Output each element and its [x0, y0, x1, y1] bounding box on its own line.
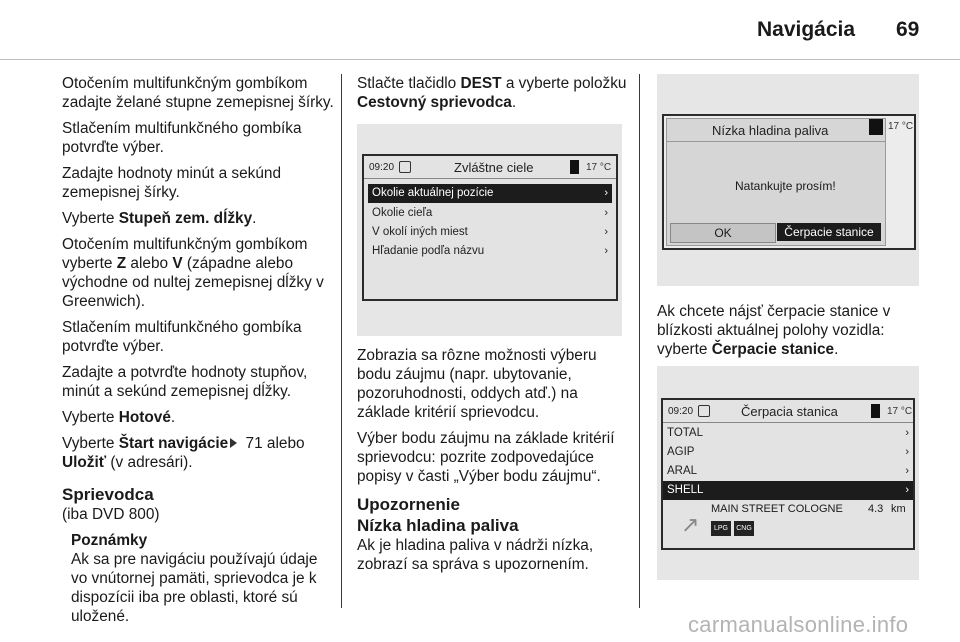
note-text: Ak sa pre navigáciu používajú údaje vo vnútornej pamäti, sprievodca je k dispozícii iba pre oblasti, ktoré sú uložené.	[71, 551, 318, 625]
paragraph: Stlačením multifunkčného gombíka potvrďte výber.	[62, 319, 302, 355]
column-2	[357, 74, 631, 119]
fuel-icon	[871, 404, 880, 418]
temperature: 17 °C	[586, 162, 612, 173]
paragraph: Zadajte a potvrďte hodnoty stupňov, minút a sekúnd zemepisnej dĺžky.	[62, 364, 308, 400]
display-screen	[362, 154, 618, 301]
page-title: Navigácia	[757, 18, 856, 41]
cng-badge: CNG	[734, 521, 754, 536]
warning-icon	[869, 119, 883, 135]
paragraph: Otočením multifunkčným gombíkom zadajte želané stupne zemepisnej šírky.	[62, 75, 334, 111]
column-1	[62, 74, 334, 626]
list-item[interactable]	[663, 462, 913, 481]
list-item[interactable]	[368, 242, 612, 261]
page-number: 69	[896, 18, 920, 41]
page-reference: 71 alebo	[241, 435, 305, 452]
list-item-label: AGIP	[667, 446, 695, 458]
list-item-label: Okolie cieľa	[372, 207, 433, 219]
distance-unit: km	[891, 503, 906, 515]
note-box	[62, 531, 334, 626]
watermark: carmanualsonline.info	[688, 612, 909, 637]
text: Ak chcete nájsť čerpacie stanice v blízkosti aktuálnej polohy vozidla: vyberte	[657, 303, 891, 358]
clock-icon	[698, 405, 710, 417]
paragraph	[62, 235, 334, 311]
list-item[interactable]	[663, 424, 913, 443]
dialog-title: Nízka hladina paliva	[712, 123, 829, 138]
paragraph: Zadajte hodnoty minút a sekúnd zemepisnej šírky.	[62, 165, 282, 201]
display-screen	[661, 398, 915, 550]
text: .	[511, 94, 517, 111]
chevron-right-icon: ›	[905, 484, 909, 496]
section-heading: Sprievodca	[62, 485, 154, 504]
paragraph	[357, 74, 631, 112]
paragraph: Výber bodu záujmu na základe kritérií sprievodcu: pozrite zodpovedajúce popisy v časti „Výber bodu záujmu“.	[357, 430, 615, 485]
temperature: 17 °C	[887, 406, 913, 417]
ok-button[interactable]: OK	[670, 223, 776, 243]
column-divider	[639, 74, 640, 608]
text: Vyberte	[62, 435, 119, 452]
text: (v adresári).	[106, 454, 193, 471]
text: Stlačte tlačidlo	[357, 75, 461, 92]
column-2-lower	[357, 346, 631, 581]
text: alebo	[126, 255, 173, 272]
menu-term: Uložiť	[62, 454, 107, 471]
column-divider	[341, 74, 342, 608]
fuel-icon	[570, 160, 579, 174]
dialog-box	[666, 118, 886, 246]
clock-text: 09:20	[668, 406, 694, 417]
list-item-label: ARAL	[667, 465, 698, 477]
menu-term: Stupeň zem. dĺžky	[118, 210, 253, 227]
chevron-right-icon: ›	[905, 446, 909, 458]
reference-arrow-icon	[230, 438, 237, 448]
list-item-label: Okolie aktuálnej pozície	[372, 187, 494, 199]
menu-term: Štart navigácie	[118, 435, 229, 452]
menu-term: Cestovný sprievodca	[357, 94, 512, 111]
dialog-divider	[667, 141, 885, 142]
list-item-label: TOTAL	[667, 427, 703, 439]
subtitle: (iba DVD 800)	[62, 506, 160, 523]
screen-divider	[663, 422, 913, 423]
menu-term: Z	[116, 255, 127, 272]
chevron-right-icon: ›	[905, 465, 909, 477]
address-text: MAIN STREET COLOGNE	[711, 503, 843, 515]
list-item-label: V okolí iných miest	[372, 226, 468, 238]
list-item[interactable]	[663, 481, 913, 500]
text: .	[834, 341, 839, 358]
text: .	[170, 409, 176, 426]
menu-term: V	[172, 255, 183, 272]
list-item[interactable]	[663, 443, 913, 462]
screen-divider	[364, 178, 616, 179]
column-3	[657, 302, 922, 366]
text: Vyberte	[62, 409, 119, 426]
text: a vyberte položku	[501, 75, 627, 92]
dialog-message: Natankujte prosím!	[735, 179, 836, 193]
list-item[interactable]	[368, 223, 612, 242]
screenshot-poi-menu	[357, 124, 622, 336]
chevron-right-icon: ›	[905, 427, 909, 439]
page-header	[0, 0, 960, 60]
header-rule	[0, 59, 960, 60]
text: .	[252, 210, 257, 227]
display-screen	[662, 114, 916, 250]
text: Vyberte	[62, 210, 119, 227]
list-item-label: Hľadanie podľa názvu	[372, 245, 485, 257]
screenshot-fuel-stations	[657, 366, 919, 580]
paragraph	[657, 302, 922, 359]
section-heading: Upozornenie	[357, 495, 460, 514]
lpg-badge: LPG	[711, 521, 731, 536]
distance-value: 4.3	[868, 503, 884, 515]
clock-text: 09:20	[369, 162, 395, 173]
menu-term: Čerpacie stanice	[711, 341, 835, 358]
screen-title: Zvláštne ciele	[454, 160, 534, 175]
paragraph	[62, 408, 334, 427]
menu-term: Hotové	[118, 409, 171, 426]
paragraph	[62, 209, 334, 228]
text: (západne alebo východne od nultej zemepisnej dĺžky v Greenwich).	[62, 255, 324, 310]
paragraph: Ak je hladina paliva v nádrži nízka, zobrazí sa správa s upozornením.	[357, 537, 594, 573]
paragraph	[62, 434, 334, 472]
button-term: DEST	[460, 75, 502, 92]
note-title: Poznámky	[71, 532, 148, 549]
clock-icon	[399, 161, 411, 173]
paragraph: Zobrazia sa rôzne možnosti výberu bodu záujmu (napr. ubytovanie, pozoruhodnosti, oddych atď.) na základe kritérií sprievodcu.	[357, 347, 597, 421]
screen-title: Čerpacia stanica	[741, 404, 838, 419]
section-subheading: Nízka hladina paliva	[357, 516, 519, 535]
fuel-stations-button[interactable]: Čerpacie stanice	[777, 223, 881, 241]
text: Otočením multifunkčným gombíkom vyberte	[62, 236, 308, 272]
list-item[interactable]	[368, 204, 612, 223]
chevron-right-icon: ›	[604, 187, 608, 199]
temperature: 17 °C	[888, 121, 914, 132]
direction-arrow-icon: ↗	[681, 512, 700, 537]
chevron-right-icon: ›	[604, 207, 608, 219]
paragraph: Stlačením multifunkčného gombíka potvrďte výber.	[62, 120, 302, 156]
chevron-right-icon: ›	[604, 245, 608, 257]
screenshot-low-fuel	[657, 74, 919, 286]
list-item-label: SHELL	[667, 484, 704, 496]
chevron-right-icon: ›	[604, 226, 608, 238]
list-item[interactable]	[368, 184, 612, 203]
